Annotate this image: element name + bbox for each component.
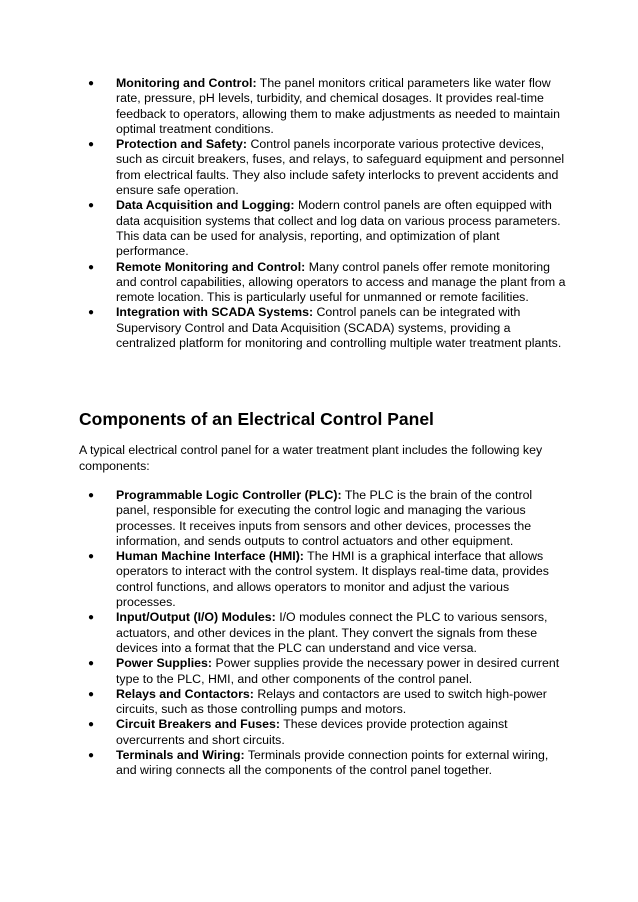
bullet-icon: ● — [88, 307, 95, 319]
list-item — [88, 656, 566, 687]
item-term: Circuit Breakers and Fuses: — [116, 717, 280, 732]
list-item — [88, 305, 566, 351]
bullet-icon: ● — [88, 658, 95, 670]
item-text: The PLC is the brain of the control panel, responsible for executing the control logic and managing the various processes. It receives inputs from sensors and other devices, processes the information, and sends outputs to control actuators and other equipment. — [116, 488, 533, 548]
item-term: Relays and Contactors: — [116, 686, 254, 701]
item-text: Terminals provide connection points for external wiring, and wiring connects all the components of the control panel together. — [116, 748, 549, 778]
bullet-icon: ● — [88, 261, 95, 273]
list-item — [88, 76, 566, 137]
list-item — [88, 488, 566, 549]
bullet-icon: ● — [88, 490, 95, 501]
list-item — [88, 549, 566, 610]
list-item — [88, 198, 566, 259]
item-term: Input/Output (I/O) Modules: — [116, 610, 276, 625]
list-item — [88, 687, 566, 718]
list-item — [88, 717, 566, 748]
bullet-icon: ● — [88, 78, 95, 89]
item-term: Programmable Logic Controller (PLC): — [116, 488, 342, 502]
list-item — [88, 748, 566, 779]
bullet-icon: ● — [88, 688, 95, 700]
list-item — [88, 137, 566, 198]
item-text: Control panels incorporate various protective devices, such as circuit breakers, fuses, and relays, to safeguard equipment and personnel from electrical faults. They also include safety interlocks to prevent accidents and ensure safe operation. — [116, 137, 565, 198]
list-item — [88, 610, 566, 656]
bullet-icon: ● — [88, 612, 95, 624]
item-text: Modern control panels are often equipped with data acquisition systems that collect and log data on various process parameters. This data can be used for analysis, reporting, and optimization of plant performance. — [116, 198, 561, 259]
item-text: The HMI is a graphical interface that allows operators to interact with the control system. It displays real-time data, provides control functions, and allows operators to monitor and adjust the various processes. — [116, 549, 549, 610]
item-text: The panel monitors critical parameters like water flow rate, pressure, pH levels, turbidity, and chemical dosages. It provides real-time feedback to operators, allowing them to make adjustments as needed to maintain optimal treatment conditions. — [116, 76, 560, 136]
item-term: Remote Monitoring and Control: — [116, 259, 306, 274]
section-heading: Components of an Electrical Control Panel — [79, 409, 434, 429]
item-text: Control panels can be integrated with Supervisory Control and Data Acquisition (SCADA) systems, providing a centralized platform for monitoring and controlling multiple water treatment plants. — [116, 305, 562, 351]
item-text: These devices provide protection against overcurrents and short circuits. — [116, 717, 508, 747]
item-text: I/O modules connect the PLC to various sensors, actuators, and other devices in the plant. They convert the signals from these devices into a format that the PLC can understand and vice versa. — [116, 610, 548, 655]
components-list — [88, 488, 566, 779]
intro-paragraph: A typical electrical control panel for a water treatment plant includes the following key components: — [79, 443, 543, 473]
item-term: Human Machine Interface (HMI): — [116, 549, 304, 564]
item-term: Protection and Safety: — [116, 137, 248, 152]
item-term: Data Acquisition and Logging: — [116, 198, 295, 213]
bullet-icon: ● — [88, 551, 95, 563]
item-text: Power supplies provide the necessary power in desired current type to the PLC, HMI, and other components of the control panel. — [116, 656, 560, 686]
item-term: Terminals and Wiring: — [116, 748, 245, 763]
item-text: Relays and contactors are used to switch high-power circuits, such as those controlling pumps and motors. — [116, 686, 547, 717]
item-term: Monitoring and Control: — [116, 76, 257, 90]
bullet-icon: ● — [88, 200, 95, 212]
functions-list — [88, 76, 566, 351]
bullet-icon: ● — [88, 139, 95, 151]
item-term: Power Supplies: — [116, 656, 213, 671]
list-item — [88, 260, 566, 306]
bullet-icon: ● — [88, 750, 95, 762]
bullet-icon: ● — [88, 719, 95, 731]
item-term: Integration with SCADA Systems: — [116, 305, 314, 320]
item-text: Many control panels offer remote monitoring and control capabilities, allowing operators to access and manage the plant from a remote location. This is particularly useful for unmanned or remote facilities. — [116, 259, 566, 305]
